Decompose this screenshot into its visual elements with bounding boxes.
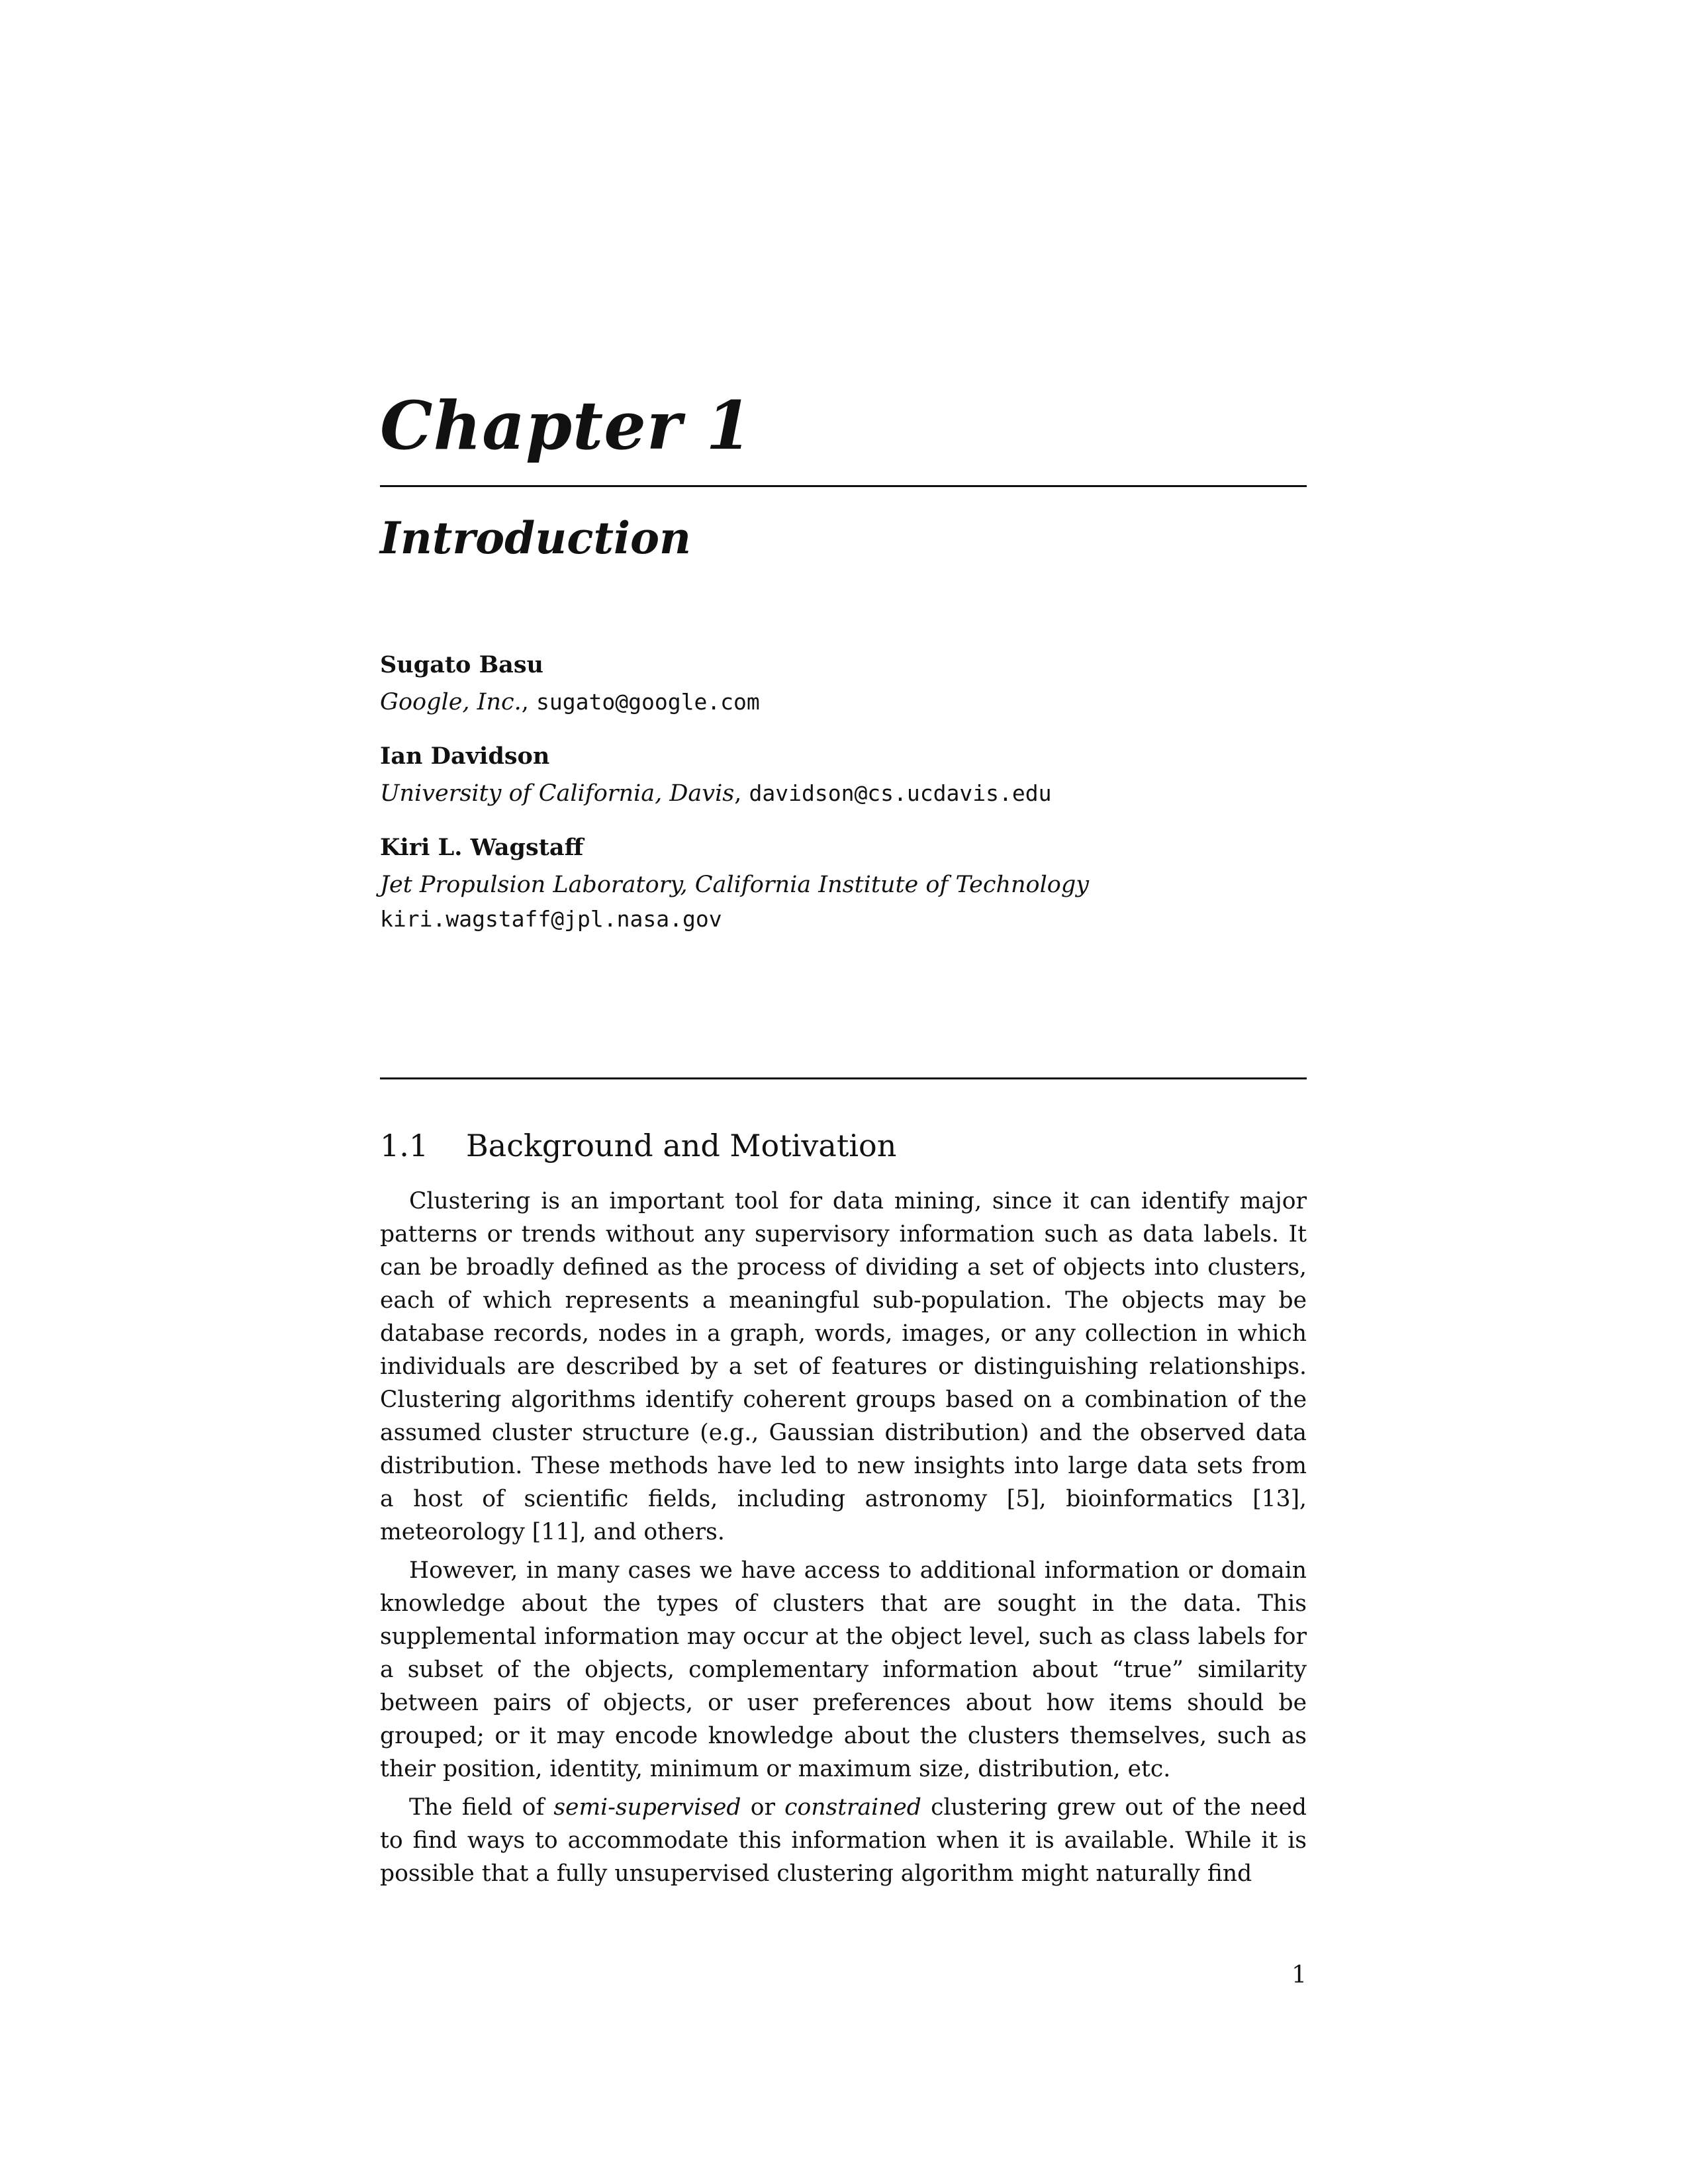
paragraph-3-text: or: [741, 1794, 785, 1821]
section-heading: [380, 1122, 896, 1169]
emphasis-constrained: constrained: [784, 1794, 921, 1821]
author-block: [380, 737, 1307, 811]
emphasis-semi-supervised: semi-supervised: [553, 1794, 741, 1821]
paragraph-3: [380, 1791, 1307, 1890]
section-number: 1.1: [380, 1128, 429, 1163]
author-affiliation: Jet Propulsion Laboratory, California Institute of Technology: [380, 872, 1090, 898]
author-name: Kiri L. Wagstaff: [380, 834, 584, 861]
author-email: davidson@cs.ucdavis.edu: [749, 780, 1052, 806]
paragraph-1: Clustering is an important tool for data mining, since it can identify major patterns or trends without any supervisory information such as data labels. It can be broadly defined as the process of dividing a set of objects into clusters, each of which represents a meaningful sub-population. The objects may be database records, nodes in a graph, words, images, or any collection in which individuals are described by a set of features or distinguishing relationships. Clustering algorithms identify coherent groups based on a combination of the assumed cluster structure (e.g., Gaussian distribution) and the observed data distribution. These methods have led to new insights into large data sets from a host of scientific fields, including astronomy [5], bioinformatics [13], meteorology [11], and others.: [380, 1188, 1307, 1545]
affiliation-separator: ,: [521, 689, 537, 715]
paragraph-3-text: The field of: [409, 1794, 554, 1821]
author-affiliation: Google, Inc.: [380, 689, 522, 715]
author-name: Ian Davidson: [380, 743, 550, 770]
chapter-rule-top: [380, 485, 1307, 487]
chapter-label: Chapter 1: [380, 387, 753, 465]
author-affiliation-line: [380, 776, 1307, 811]
author-affiliation-line: [380, 685, 1307, 719]
chapter-title: Introduction: [380, 512, 692, 564]
author-email: sugato@google.com: [536, 689, 760, 715]
section-body: [380, 1185, 1307, 1895]
author-block: [380, 828, 1307, 936]
affiliation-separator: ,: [734, 780, 749, 807]
paragraph-3-text: clustering grew out of the need to find ways to accommodate this information when it is available. While it is possible that a fully unsupervised clustering algorithm might naturally find: [380, 1794, 1307, 1887]
author-email-line: [380, 902, 1307, 936]
author-email: kiri.wagstaff@jpl.nasa.gov: [380, 906, 722, 932]
author-affiliation: University of California, Davis: [380, 780, 735, 807]
author-block: [380, 645, 1307, 719]
author-name: Sugato Basu: [380, 651, 543, 678]
author-affiliation-line: [380, 868, 1307, 902]
author-list: [380, 645, 1307, 954]
section-rule: [380, 1077, 1307, 1079]
section-title: Background and Motivation: [466, 1128, 897, 1163]
page-number: 1: [1291, 1962, 1307, 1989]
paragraph-2: However, in many cases we have access to additional information or domain knowledge about the types of clusters that are sought in the data. This supplemental information may occur at the object level, such as class labels for a subset of the objects, complementary information about “true” similarity between pairs of objects, or user preferences about how items should be grouped; or it may encode knowledge about the clusters themselves, such as their position, identity, minimum or maximum size, distribution, etc.: [380, 1557, 1307, 1782]
